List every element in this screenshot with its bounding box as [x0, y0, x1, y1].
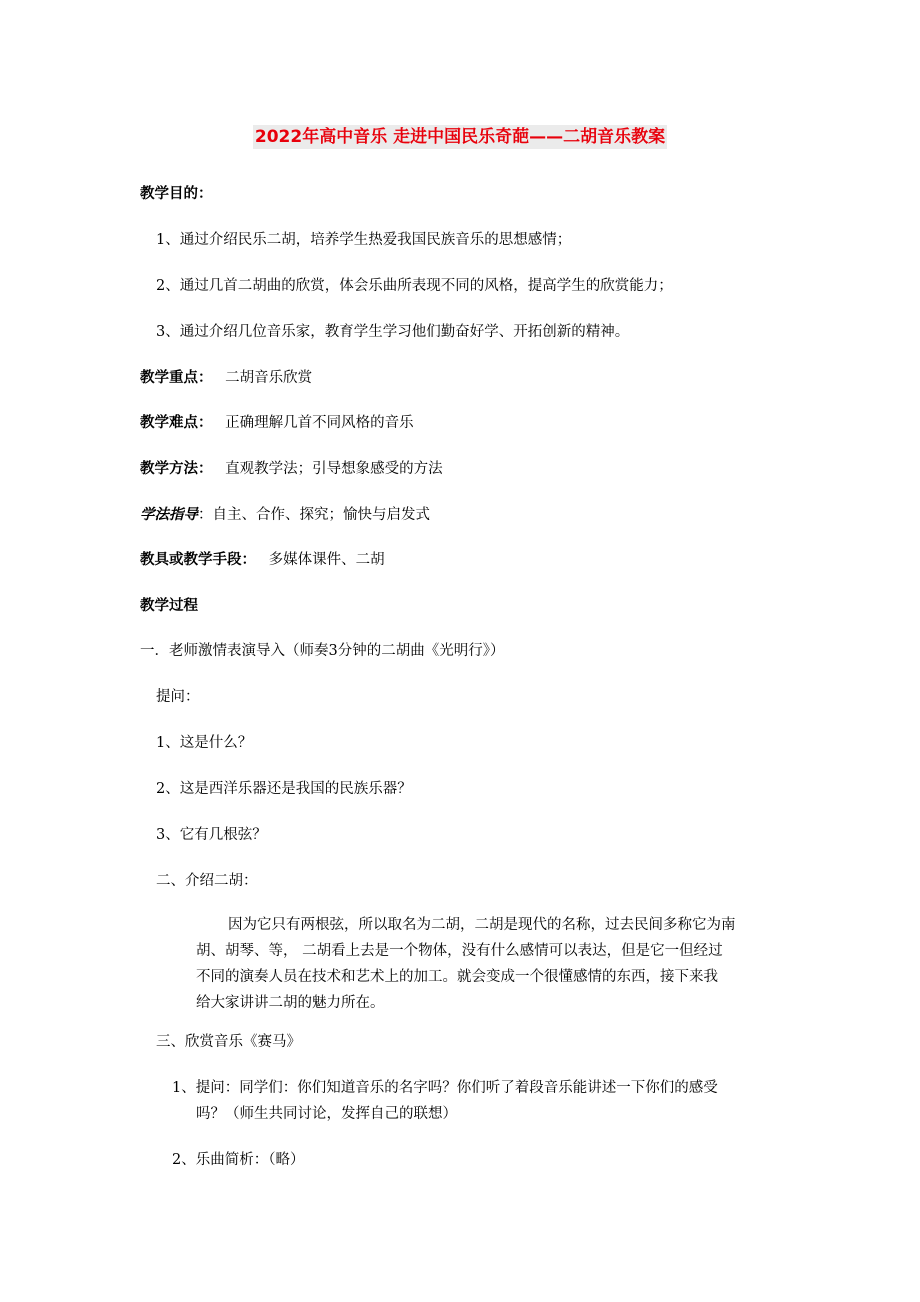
process-step-1: 一．老师激情表演导入（师奏3分钟的二胡曲《光明行》）: [140, 643, 505, 659]
objectives-heading: 教学目的：: [140, 186, 213, 202]
method: [140, 459, 443, 479]
question-2: 2、这是西洋乐器还是我国的民族乐器？: [156, 781, 412, 797]
sub1-line-2: 吗？（师生共同讨论，发挥自己的联想）: [196, 1106, 457, 1122]
objective-item-2: 2、通过几首二胡曲的欣赏，体会乐曲所表现不同的风格，提高学生的欣赏能力；: [156, 278, 673, 294]
difficulty-value: 正确理解几首不同风格的音乐: [225, 415, 414, 431]
study-guide-value: ：自主、合作、探究；愉快与启发式: [198, 507, 430, 523]
sub1-line-1: 1、提问：同学们：你们知道音乐的名字吗？你们听了着段音乐能讲述一下你们的感受: [172, 1080, 718, 1096]
document-title: 2022年高中音乐 走进中国民乐奇葩——二胡音乐教案: [254, 127, 666, 147]
objective-item-3: 3、通过介绍几位音乐家，教育学生学习他们勤奋好学、开拓创新的精神。: [156, 324, 630, 340]
key-point-label: 教学重点：: [140, 370, 213, 386]
difficulty-label: 教学难点：: [140, 415, 213, 431]
method-label: 教学方法：: [140, 461, 213, 477]
erhu-intro-paragraph: [196, 912, 736, 1016]
tools: [140, 550, 385, 570]
question-3: 3、它有几根弦？: [156, 827, 267, 843]
process-step-3: 三、欣赏音乐《赛马》: [156, 1034, 301, 1050]
key-point-value: 二胡音乐欣赏: [225, 370, 313, 386]
intro-line-1: 因为它只有两根弦，所以取名为二胡，二胡是现代的名称，过去民间多称它为南: [228, 917, 736, 933]
tools-label: 教具或教学手段：: [140, 552, 256, 568]
study-guide-label: 学法指导: [140, 507, 198, 523]
objective-item-1: 1、通过介绍民乐二胡，培养学生热爱我国民族音乐的思想感情；: [156, 232, 572, 248]
difficulty: [140, 413, 414, 433]
intro-line-4: 给大家讲讲二胡的魅力所在。: [196, 995, 385, 1011]
sub-question-1: [172, 1075, 718, 1127]
tools-value: 多媒体课件、二胡: [268, 552, 385, 568]
study-guide: [140, 505, 430, 525]
key-point: [140, 368, 312, 388]
process-heading: 教学过程: [140, 598, 198, 614]
process-step-2: 二、介绍二胡：: [156, 873, 258, 889]
intro-line-3: 不同的演奏人员在技术和艺术上的加工。就会变成一个很懂感情的东西，接下来我: [196, 969, 718, 985]
question-1: 1、这是什么？: [156, 735, 253, 751]
intro-line-2: 胡、胡琴、等， 二胡看上去是一个物体，没有什么感情可以表达，但是它一但经过: [196, 943, 723, 959]
question-label: 提问：: [156, 689, 200, 705]
method-value: 直观教学法；引导想象感受的方法: [225, 461, 443, 477]
sub-question-2: 2、乐曲简析：（略）: [172, 1152, 305, 1168]
